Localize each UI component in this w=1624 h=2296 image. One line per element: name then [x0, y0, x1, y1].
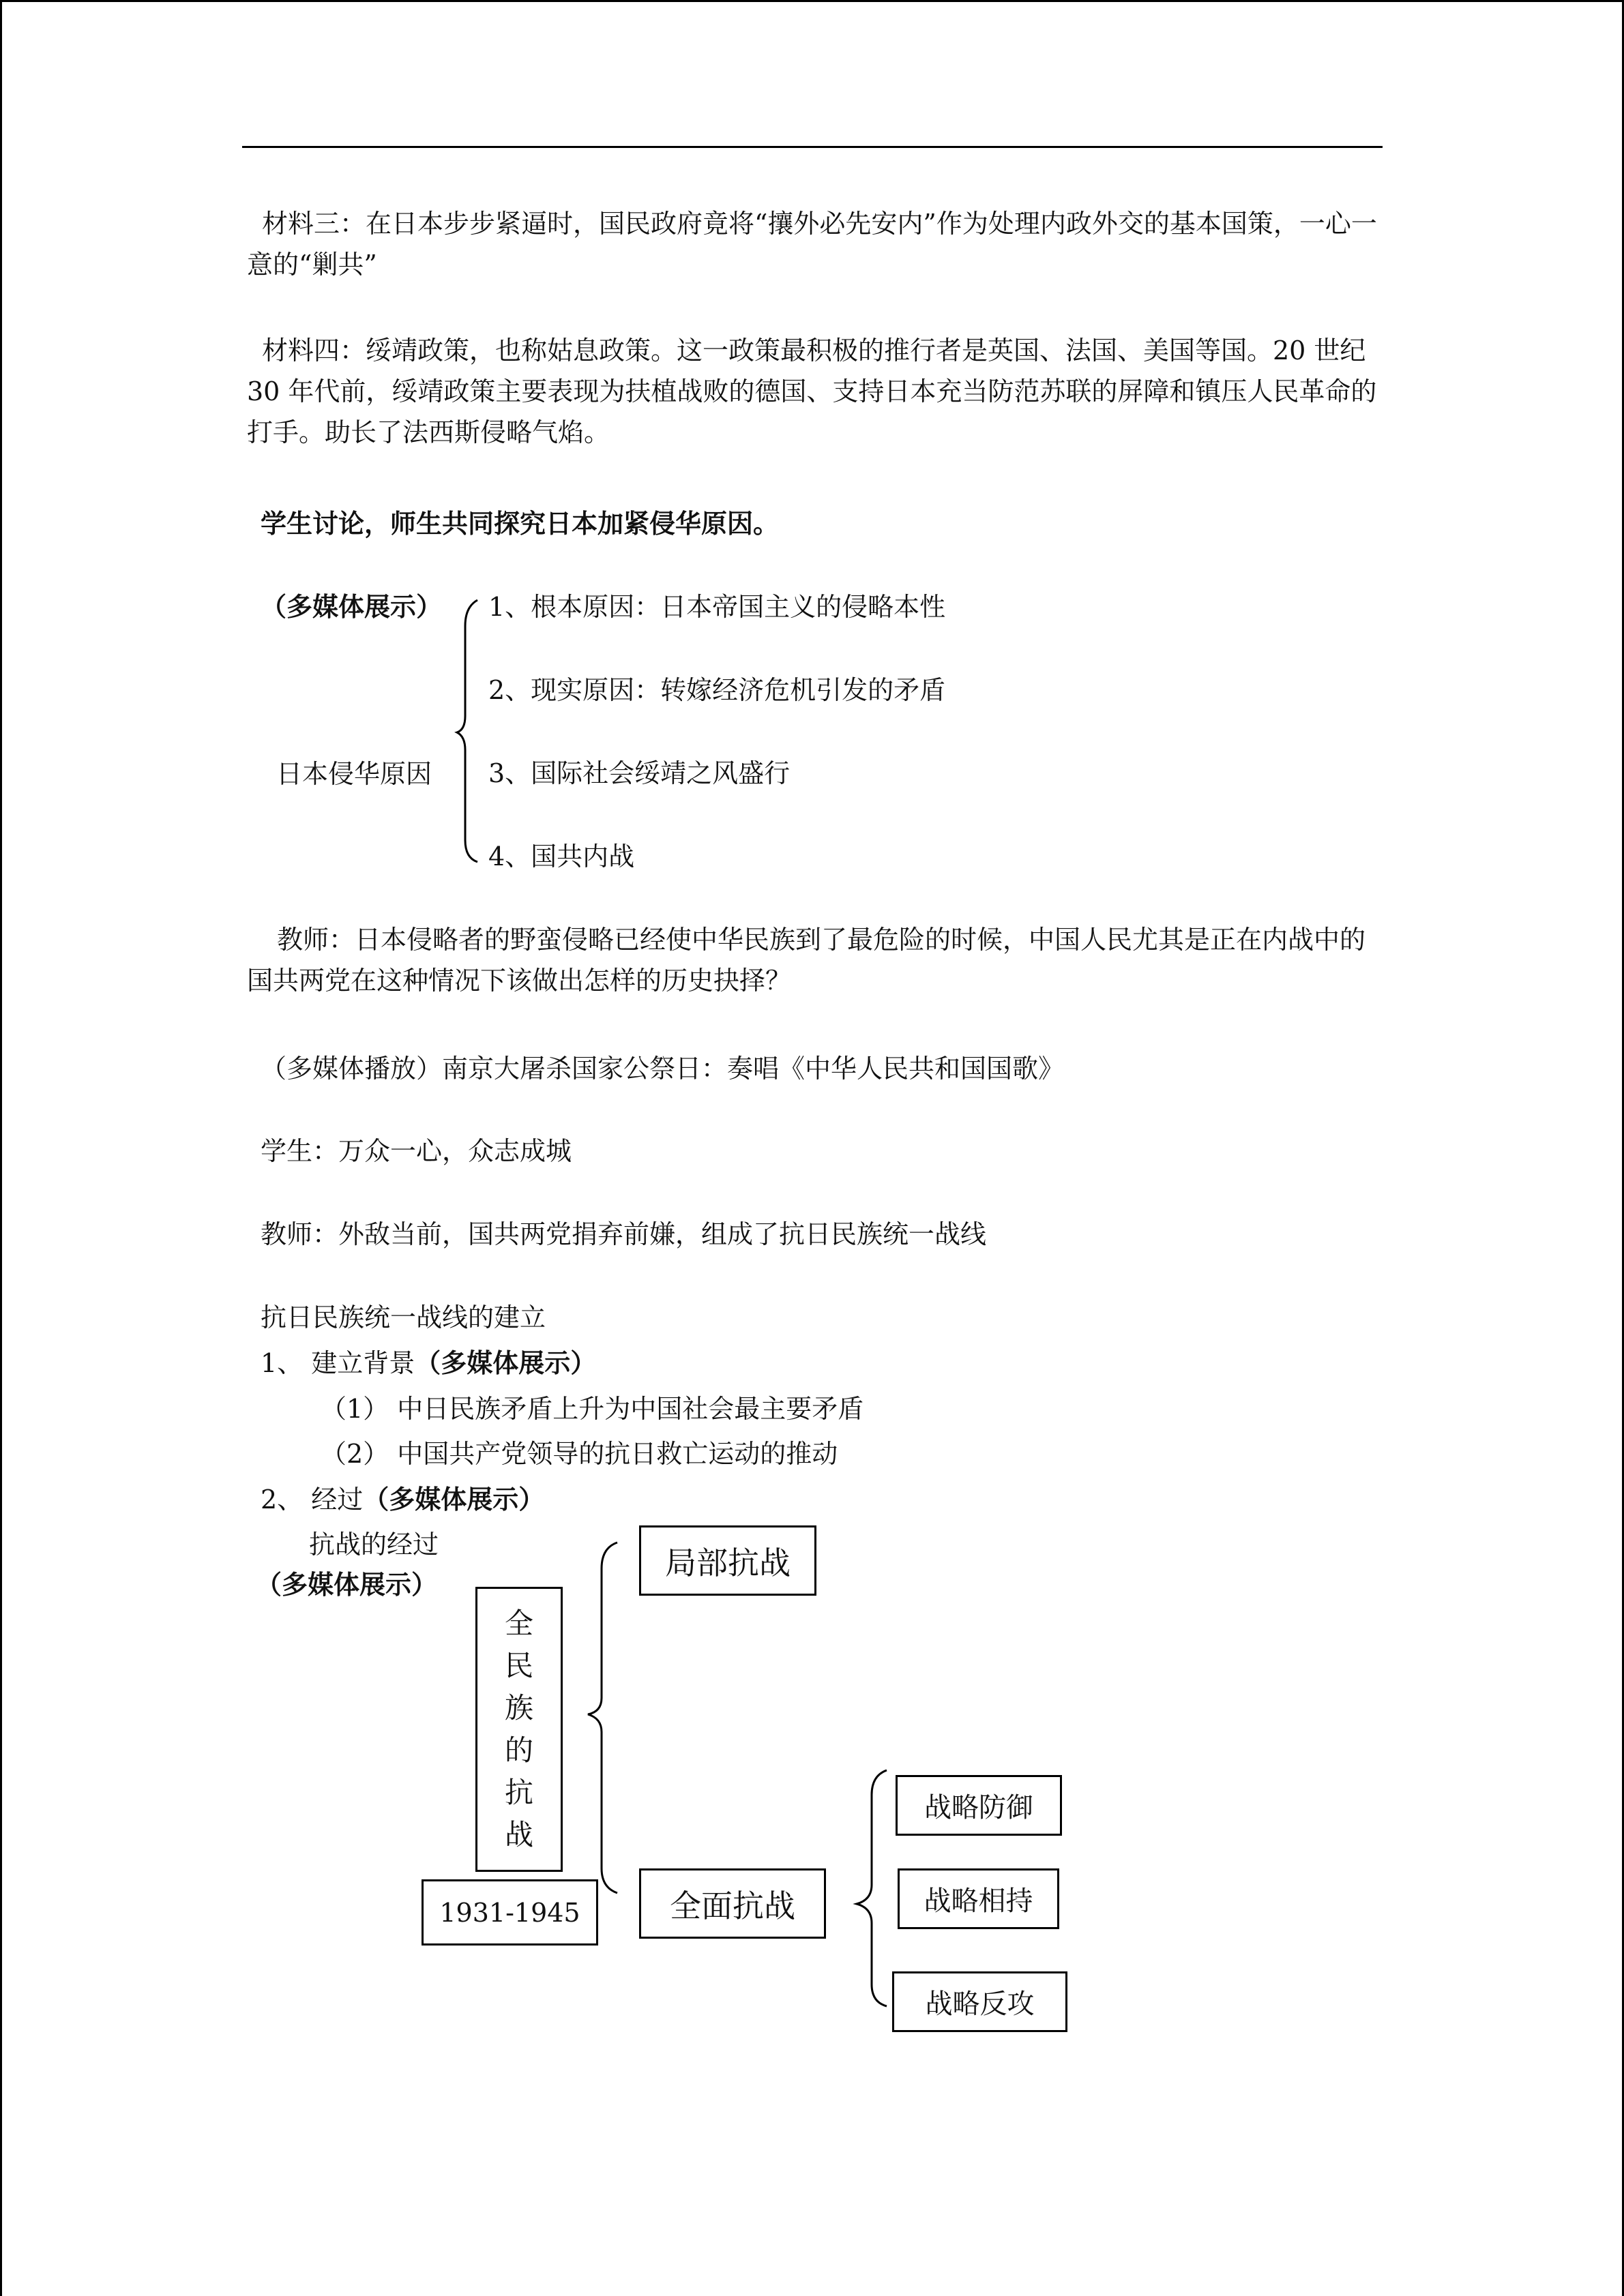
vertical-char: 族	[504, 1691, 533, 1725]
partial-war-box: 局部抗战	[639, 1525, 816, 1596]
vertical-char: 民	[504, 1649, 533, 1682]
multimedia-label-3: （多媒体展示）	[363, 1484, 545, 1515]
cause-item: 2、现实原因：转嫁经济危机引发的矛盾	[488, 675, 946, 705]
cause-item: 4、国共内战	[488, 841, 635, 871]
vertical-char: 的	[504, 1733, 533, 1767]
material-four: 材料四：绥靖政策，也称姑息政策。这一政策最积极的推行者是英国、法国、美国等国。20 世纪 30 年代前，绥靖政策主要表现为扶植战败的德国、支持日本充当防范苏联的屏障和镇压人民革命的打手。助长了法西斯侵略气焰。	[247, 336, 1377, 447]
phase-box-defense: 战略防御	[896, 1775, 1062, 1836]
vertical-char: 全	[504, 1607, 533, 1640]
years-box: 1931-1945	[422, 1879, 598, 1945]
vertical-char: 战	[504, 1818, 533, 1851]
teacher-question: 教师：日本侵略者的野蛮侵略已经使中华民族到了最危险的时候，中国人民尤其是正在内战中的国共两党在这种情况下该做出怎样的历史抉择？	[247, 925, 1366, 996]
teacher-answer: 教师：外敌当前，国共两党捐弃前嫌，组成了抗日民族统一战线	[261, 1219, 987, 1249]
phase-brace	[857, 1770, 887, 2006]
multimedia-label-2: （多媒体展示）	[415, 1347, 597, 1378]
nationwide-war-box	[475, 1587, 563, 1872]
cause-item: 3、国际社会绥靖之风盛行	[488, 758, 791, 788]
cause-item: 1、根本原因：日本帝国主义的侵略本性	[488, 592, 946, 622]
causes-label: 日本侵华原因	[276, 759, 432, 789]
phase-box-counteroffensive: 战略反攻	[892, 1971, 1067, 2032]
discussion-heading: 学生讨论，师生共同探究日本加紧侵华原因。	[261, 508, 780, 539]
full-war-box: 全面抗战	[639, 1868, 826, 1939]
vertical-char: 抗	[504, 1776, 533, 1809]
process-prefix: 2、 经过	[261, 1485, 364, 1515]
front-title: 抗日民族统一战线的建立	[261, 1302, 546, 1332]
war-process-label: 抗战的经过	[309, 1530, 439, 1560]
student-answer: 学生：万众一心，众志成城	[261, 1136, 572, 1166]
background-prefix: 1、 建立背景	[261, 1348, 415, 1378]
war-main-brace	[588, 1542, 617, 1893]
causes-brace	[457, 600, 477, 862]
phase-box-stalemate: 战略相持	[898, 1868, 1059, 1929]
multimedia-play: （多媒体播放）南京大屠杀国家公祭日：奏唱《中华人民共和国国歌》	[261, 1054, 1065, 1084]
material-three: 材料三：在日本步步紧逼时，国民政府竟将“攘外必先安内”作为处理内政外交的基本国策，一心一意的“剿共”	[247, 209, 1377, 280]
background-item: （1） 中日民族矛盾上升为中国社会最主要矛盾	[321, 1394, 864, 1424]
multimedia-label-4: （多媒体展示）	[256, 1569, 438, 1600]
background-item: （2） 中国共产党领导的抗日救亡运动的推动	[321, 1439, 838, 1469]
multimedia-label-1: （多媒体展示）	[261, 591, 443, 622]
